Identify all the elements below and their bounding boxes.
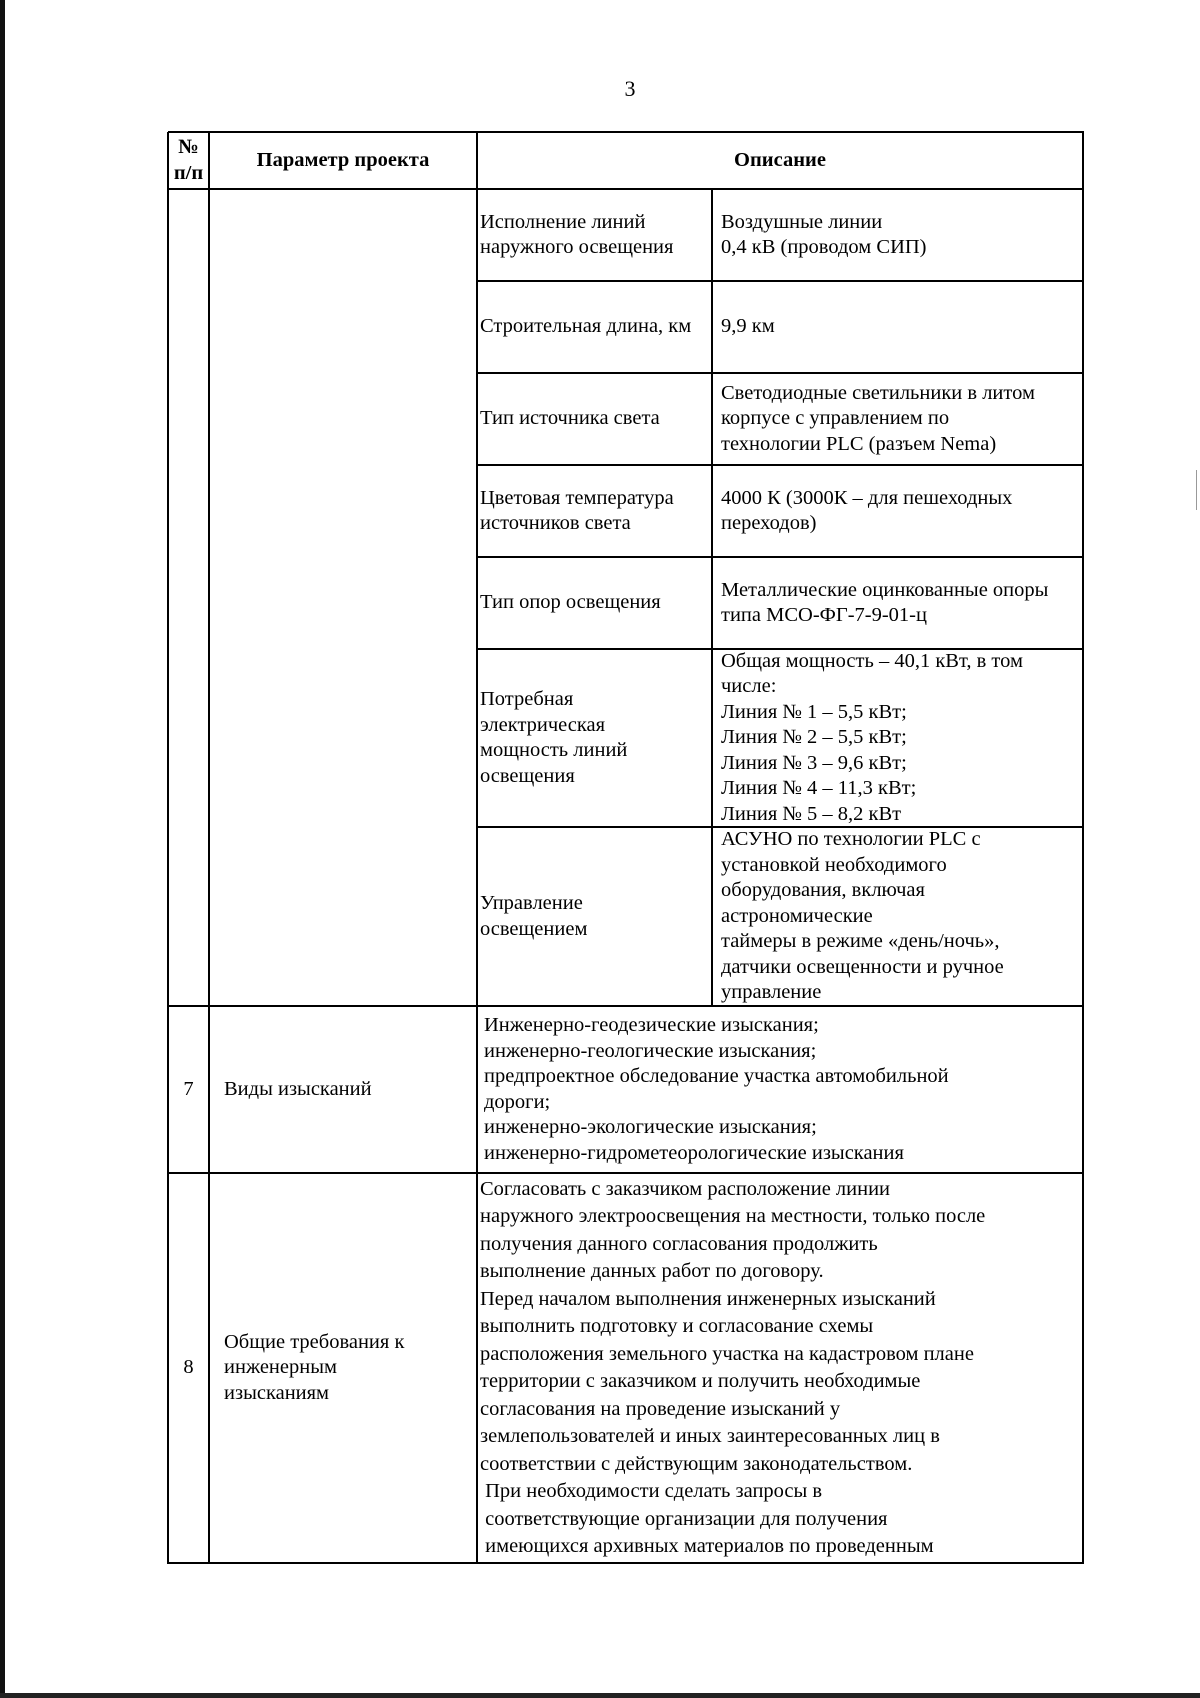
subrow-value bbox=[712, 281, 1083, 373]
row-description-line: соответствии с действующим законодательством. bbox=[480, 1452, 913, 1475]
subrow-value-line: Общая мощность – 40,1 кВт, в том bbox=[721, 649, 1023, 672]
header-description-label: Описание bbox=[734, 148, 826, 171]
subrow-value-line: Светодиодные светильники в литом bbox=[721, 381, 1035, 404]
subrow-label bbox=[477, 827, 712, 1006]
row-description-line: соответствующие организации для получения bbox=[480, 1507, 888, 1530]
subrow-value-line: астрономические bbox=[721, 904, 873, 927]
row-description-line: выполнить подготовку и согласование схемы bbox=[480, 1315, 874, 1337]
scan-bottom-edge bbox=[0, 1693, 1200, 1698]
row-description-line: имеющихся архивных материалов по проведенным bbox=[480, 1535, 934, 1557]
row-description-line: расположения земельного участка на кадастровом плане bbox=[480, 1342, 974, 1365]
subrow-value-line: управление bbox=[721, 981, 822, 1004]
subrow-label bbox=[477, 189, 712, 281]
subrow-label-line: Цветовая температура bbox=[480, 486, 674, 509]
subrow-value-line: 9,9 км bbox=[721, 315, 775, 338]
subrow-value-line: установкой необходимого bbox=[721, 853, 947, 876]
subrow-label-line: наружного освещения bbox=[480, 236, 674, 258]
subrow-label-line: мощность линий bbox=[480, 739, 628, 761]
subrow-label-line: Тип источника света bbox=[480, 407, 660, 430]
subrow-value bbox=[712, 649, 1083, 827]
subrow-label bbox=[477, 373, 712, 465]
header-parameter bbox=[209, 132, 477, 189]
row-number bbox=[168, 1173, 209, 1563]
subrow-value-line: 4000 К (3000К – для пешеходных bbox=[721, 486, 1013, 509]
subrow-value-line: 0,4 кВ (проводом СИП) bbox=[721, 236, 927, 258]
row-parameter bbox=[209, 1173, 477, 1563]
row-description-line: согласования на проведение изысканий у bbox=[480, 1397, 841, 1420]
row-description bbox=[477, 1173, 1083, 1563]
subrow-label-line: Исполнение линий bbox=[480, 210, 646, 233]
subrow-label bbox=[477, 281, 712, 373]
subrow-label-line: освещения bbox=[480, 764, 575, 787]
row-description-line: Согласовать с заказчиком расположение линии bbox=[480, 1177, 891, 1200]
row-description-line: получения данного согласования продолжить bbox=[480, 1232, 878, 1255]
row-description-line: территории с заказчиком и получить необходимые bbox=[480, 1370, 921, 1392]
row-parameter bbox=[209, 1006, 477, 1173]
header-number-line: п/п bbox=[173, 161, 204, 184]
subrow-value-line: переходов) bbox=[721, 512, 817, 534]
subrow-label-line: освещением bbox=[480, 917, 588, 940]
subrow-value-line: Линия № 3 – 9,6 кВт; bbox=[721, 751, 907, 774]
subrow-value bbox=[712, 827, 1083, 1006]
subrow-label bbox=[477, 649, 712, 827]
scan-mark bbox=[1196, 470, 1197, 510]
subrow-label-line: Управление bbox=[480, 892, 583, 914]
subrow-label bbox=[477, 465, 712, 557]
row-description-line: предпроектное обследование участка автомобильной bbox=[484, 1065, 949, 1087]
row-number bbox=[168, 1006, 209, 1173]
subrow-label-line: Потребная bbox=[480, 688, 574, 710]
row-description-line: дороги; bbox=[484, 1090, 551, 1113]
row-description-line: инженерно-экологические изыскания; bbox=[484, 1116, 817, 1138]
row-description bbox=[477, 1006, 1083, 1173]
subrow-value bbox=[712, 373, 1083, 465]
subrow-value bbox=[712, 557, 1083, 649]
header-parameter-label: Параметр проекта bbox=[256, 148, 430, 171]
header-number bbox=[168, 132, 209, 189]
subrow-value-line: корпусе с управлением по bbox=[721, 407, 950, 430]
row-description-line: выполнение данных работ по договору. bbox=[480, 1260, 824, 1282]
subrow-value-line: АСУНО по технологии PLC с bbox=[721, 828, 981, 851]
row-parameter-line: Общие требования к bbox=[224, 1330, 405, 1353]
subrow-value-line: оборудования, включая bbox=[721, 879, 925, 902]
subrow-value-line: Воздушные линии bbox=[721, 210, 883, 233]
scan-left-edge bbox=[0, 0, 5, 1698]
header-number-line: № bbox=[178, 136, 199, 158]
subrow-value-line: числе: bbox=[721, 675, 777, 698]
subrow-label-line: Строительная длина, км bbox=[480, 315, 692, 338]
subrow-value-line: таймеры в режиме «день/ночь», bbox=[721, 930, 1000, 953]
subrow-value-line: технологии PLC (разъем Nema) bbox=[721, 432, 997, 455]
row-description-line: наружного электроосвещения на местности, только после bbox=[480, 1205, 986, 1227]
row-description-line: Инженерно-геодезические изыскания; bbox=[484, 1014, 819, 1036]
page-number: 3 bbox=[624, 76, 636, 101]
subrow-value-line: типа МСО-ФГ-7-9-01-ц bbox=[721, 604, 927, 626]
subrow-label-line: Тип опор освещения bbox=[480, 591, 661, 614]
row-description-line: инженерно-геологические изыскания; bbox=[484, 1039, 817, 1062]
subrow-value bbox=[712, 465, 1083, 557]
row-description-line: При необходимости сделать запросы в bbox=[480, 1480, 823, 1502]
subrow-value bbox=[712, 189, 1083, 281]
row-description-line: инженерно-гидрометеорологические изыскания bbox=[484, 1141, 904, 1164]
header-description bbox=[477, 132, 1083, 189]
row-parameter-line: Виды изысканий bbox=[224, 1077, 372, 1100]
row-parameter-line: изысканиям bbox=[224, 1381, 330, 1404]
row-description-line: Перед началом выполнения инженерных изысканий bbox=[480, 1287, 936, 1310]
row-number-value: 7 bbox=[183, 1077, 194, 1100]
subrow-value-line: Линия № 2 – 5,5 кВт; bbox=[721, 726, 907, 749]
row-parameter-line: инженерным bbox=[224, 1356, 337, 1379]
row-description-line: землепользователей и иных заинтересованных лиц в bbox=[480, 1425, 940, 1447]
row-number-value: 8 bbox=[183, 1356, 194, 1379]
subrow-label-line: источников света bbox=[480, 512, 631, 534]
subrow-label bbox=[477, 557, 712, 649]
subrow-value-line: Линия № 5 – 8,2 кВт bbox=[721, 802, 902, 825]
subrow-value-line: Линия № 4 – 11,3 кВт; bbox=[721, 777, 917, 800]
subrow-label-line: электрическая bbox=[480, 713, 606, 736]
subrow-value-line: Линия № 1 – 5,5 кВт; bbox=[721, 700, 907, 723]
subrow-value-line: датчики освещенности и ручное bbox=[721, 955, 1004, 978]
subrow-value-line: Металлические оцинкованные опоры bbox=[721, 578, 1049, 601]
